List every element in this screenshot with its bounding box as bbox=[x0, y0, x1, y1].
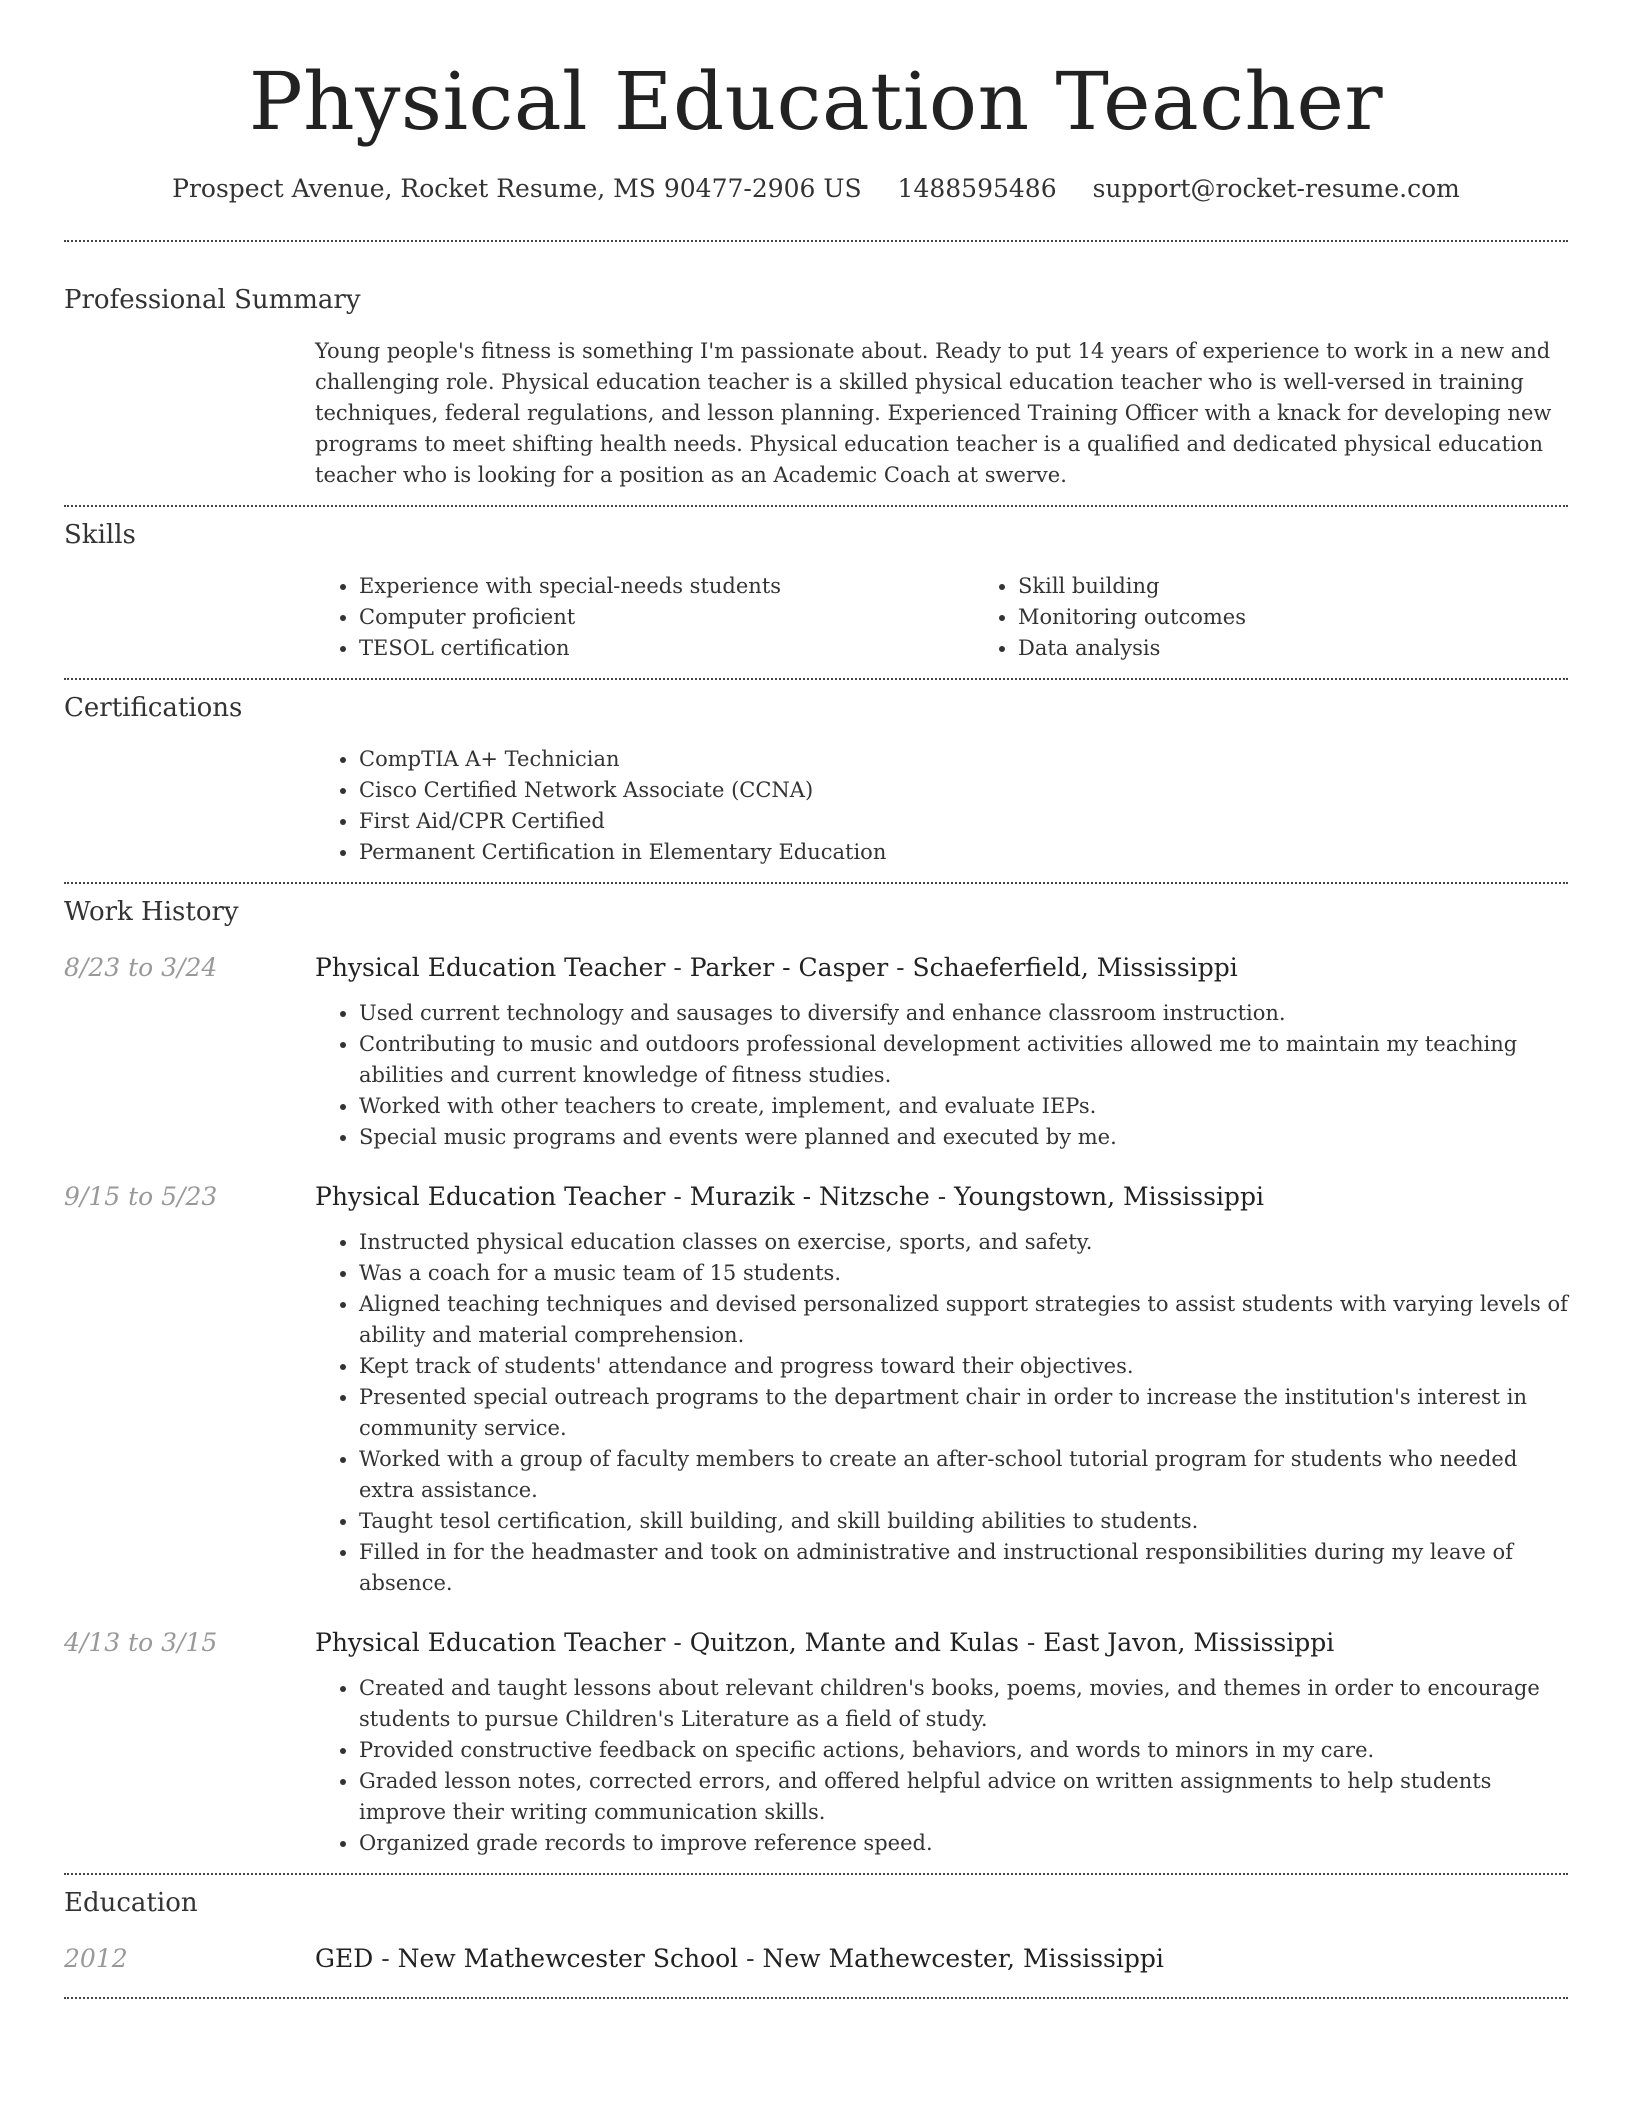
job-location: East Javon, Mississippi bbox=[1043, 1628, 1335, 1657]
list-item: • Presented special outreach programs to the department chair in order to increase the institution's interest in community service. bbox=[359, 1382, 1568, 1444]
education-year: 2012 bbox=[64, 1944, 128, 1973]
education-heading-line: GED - New Mathewcester School - New Mathewcester, Mississippi bbox=[315, 1944, 1164, 1973]
list-item: • Aligned teaching techniques and devised personalized support strategies to assist students with varying levels of ability and material comprehension. bbox=[359, 1289, 1568, 1351]
summary-heading: Professional Summary bbox=[64, 285, 361, 315]
job-entry bbox=[64, 1625, 1568, 1873]
work-history-section bbox=[64, 884, 1568, 1873]
contact-email[interactable]: support@rocket-resume.com bbox=[1092, 174, 1460, 203]
job-bullets bbox=[315, 1673, 1568, 1859]
job-dates: 8/23 to 3/24 bbox=[64, 953, 218, 982]
list-item: • Worked with other teachers to create, implement, and evaluate IEPs. bbox=[359, 1091, 1568, 1122]
skills-list-right bbox=[974, 571, 1632, 664]
list-item: • Contributing to music and outdoors professional development activities allowed me to maintain my teaching abilities and current knowledge of fitness studies. bbox=[359, 1029, 1568, 1091]
job-title: Physical Education Teacher bbox=[315, 953, 666, 982]
education-entry bbox=[64, 1941, 1568, 1997]
certifications-section bbox=[64, 680, 1568, 882]
job-dates: 4/13 to 3/15 bbox=[64, 1628, 218, 1657]
job-location: Schaeferfield, Mississippi bbox=[912, 953, 1238, 982]
job-bullets bbox=[315, 1227, 1568, 1599]
contact-phone: 1488595486 bbox=[897, 174, 1057, 203]
list-item: • Computer proficient bbox=[359, 602, 974, 633]
job-title: Physical Education Teacher bbox=[315, 1182, 666, 1211]
job-location: Youngstown, Mississippi bbox=[954, 1182, 1264, 1211]
job-company: Parker - Casper bbox=[689, 953, 889, 982]
work-history-heading: Work History bbox=[64, 897, 239, 927]
job-entry bbox=[64, 1179, 1568, 1599]
list-item: • Permanent Certification in Elementary Education bbox=[359, 837, 1568, 868]
summary-text: Young people's fitness is something I'm passionate about. Ready to put 14 years of experience to work in a new and challenging role. Physical education teacher is a skilled physical education teacher who is well-versed in training techniques, federal regulations, and lesson planning. Experienced Training Officer with a knack for developing new programs to meet shifting health needs. Physical education teacher is a qualified and dedicated physical education teacher who is looking for a position as an Academic Coach at swerve. bbox=[315, 339, 1552, 487]
list-item: • Provided constructive feedback on specific actions, behaviors, and words to minors in my care. bbox=[359, 1735, 1568, 1766]
list-item: • Worked with a group of faculty members to create an after-school tutorial program for students who needed extra assistance. bbox=[359, 1444, 1568, 1506]
list-item: • Graded lesson notes, corrected errors, and offered helpful advice on written assignments to help students improve their writing communication skills. bbox=[359, 1766, 1568, 1828]
list-item: • Filled in for the headmaster and took on administrative and instructional responsibilities during my leave of absence. bbox=[359, 1537, 1568, 1599]
education-school: New Mathewcester School bbox=[397, 1944, 739, 1973]
list-item: • Monitoring outcomes bbox=[1018, 602, 1632, 633]
section-divider bbox=[64, 1997, 1568, 1999]
list-item: • Organized grade records to improve reference speed. bbox=[359, 1828, 1568, 1859]
job-title: Physical Education Teacher bbox=[315, 1628, 666, 1657]
list-item: • Kept track of students' attendance and progress toward their objectives. bbox=[359, 1351, 1568, 1382]
list-item: • Taught tesol certification, skill building, and skill building abilities to students. bbox=[359, 1506, 1568, 1537]
certifications-list bbox=[315, 744, 1568, 868]
list-item: • TESOL certification bbox=[359, 633, 974, 664]
summary-section bbox=[64, 242, 1568, 505]
list-item: • Special music programs and events were planned and executed by me. bbox=[359, 1122, 1568, 1153]
list-item: • Cisco Certified Network Associate (CCNA) bbox=[359, 775, 1568, 806]
resume-page bbox=[64, 0, 1568, 1999]
education-location: New Mathewcester, Mississippi bbox=[762, 1944, 1164, 1973]
skills-list-left bbox=[315, 571, 974, 664]
list-item: • First Aid/CPR Certified bbox=[359, 806, 1568, 837]
job-heading: Physical Education Teacher - Murazik - Nitzsche - Youngstown, Mississippi bbox=[315, 1182, 1264, 1211]
list-item: • Experience with special-needs students bbox=[359, 571, 974, 602]
job-dates: 9/15 to 5/23 bbox=[64, 1182, 218, 1211]
education-degree: GED bbox=[315, 1944, 374, 1973]
list-item: • Instructed physical education classes on exercise, sports, and safety. bbox=[359, 1227, 1568, 1258]
job-heading: Physical Education Teacher - Parker - Casper - Schaeferfield, Mississippi bbox=[315, 953, 1238, 982]
candidate-name: Physical Education Teacher bbox=[248, 55, 1384, 148]
list-item: • Created and taught lessons about relevant children's books, poems, movies, and themes in order to encourage students to pursue Children's Literature as a field of study. bbox=[359, 1673, 1568, 1735]
resume-header bbox=[64, 0, 1568, 206]
list-item: • Was a coach for a music team of 15 students. bbox=[359, 1258, 1568, 1289]
list-item: • Skill building bbox=[1018, 571, 1632, 602]
job-entry bbox=[64, 950, 1568, 1153]
certifications-heading: Certifications bbox=[64, 693, 243, 723]
job-company: Murazik - Nitzsche bbox=[689, 1182, 930, 1211]
job-bullets bbox=[315, 998, 1568, 1153]
education-section bbox=[64, 1875, 1568, 1997]
job-heading: Physical Education Teacher - Quitzon, Mante and Kulas - East Javon, Mississippi bbox=[315, 1628, 1335, 1657]
skills-heading: Skills bbox=[64, 520, 136, 550]
contact-address: Prospect Avenue, Rocket Resume, MS 90477-2906 US bbox=[172, 174, 862, 203]
list-item: • Used current technology and sausages to diversify and enhance classroom instruction. bbox=[359, 998, 1568, 1029]
contact-line bbox=[64, 172, 1568, 206]
job-company: Quitzon, Mante and Kulas bbox=[689, 1628, 1019, 1657]
list-item: • CompTIA A+ Technician bbox=[359, 744, 1568, 775]
skills-section bbox=[64, 507, 1568, 678]
list-item: • Data analysis bbox=[1018, 633, 1632, 664]
education-heading: Education bbox=[64, 1888, 198, 1918]
